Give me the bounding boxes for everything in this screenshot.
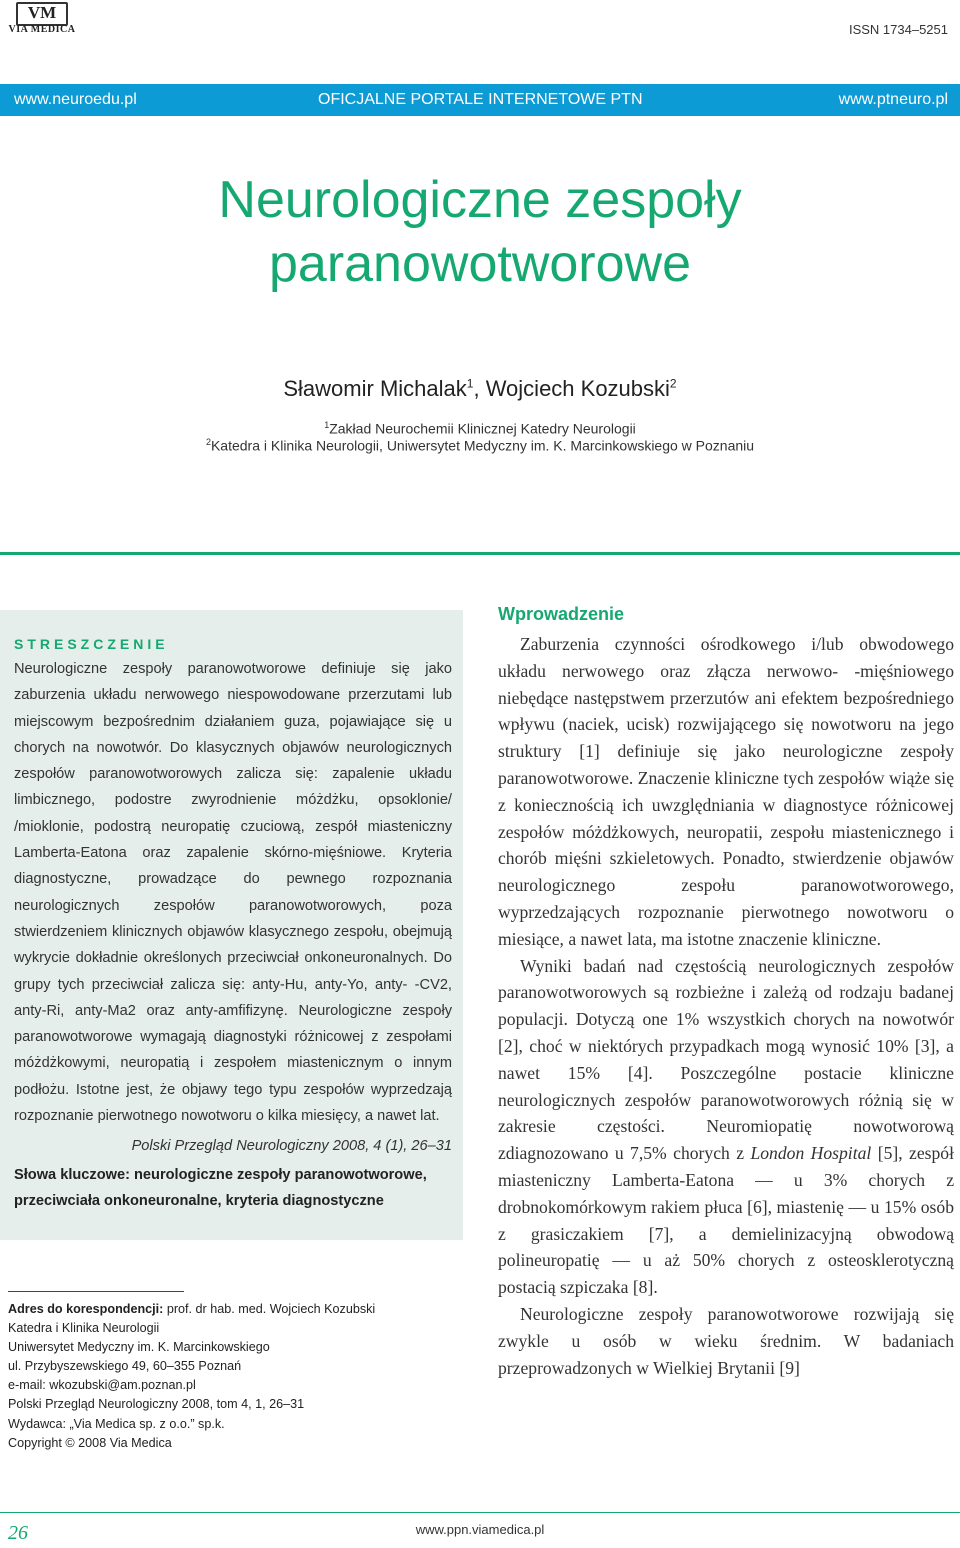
- intro-p2-start: Wyniki badań nad częstością neurologicznych zespołów paranowotworowych są rozbieżne i zależą od rodzaju badanej populacji. Dotyczą one 1% wszystkich chorych na nowotwór [2], choć w niektórych przypadkach mogą wynosić 10% [3], a nawet 15% [4]. Poszczególne postacie kliniczne neurologicznych zespołów paranowotworowych różnią się w zakresie częstości. Neuromiopatię nowotworową zdiagnozowano u 7,5% chorych z: [498, 955, 954, 1164]
- correspondence-line-4: ul. Przybyszewskiego 49, 60–355 Poznań: [8, 1359, 242, 1374]
- correspondence-line-2: Katedra i Klinika Neurologii: [8, 1321, 160, 1336]
- abstract-heading: STRESZCZENIE: [14, 636, 169, 652]
- logo-text: VIA MEDICA: [8, 24, 76, 35]
- footer-divider: [0, 1512, 960, 1513]
- correspondence-email[interactable]: e-mail: wkozubski@am.poznan.pl: [8, 1378, 196, 1393]
- intro-paragraph-2: [498, 953, 954, 1301]
- correspondence-line-8: Copyright © 2008 Via Medica: [8, 1435, 172, 1450]
- affiliation-1-text: Zakład Neurochemii Klinicznej Katedry Neurologii: [329, 420, 636, 437]
- intro-paragraph-3: Neurologiczne zespoły paranowotworowe rozwijają się zwykle u osób w wieku średnim. W badaniach przeprowadzonych w Wielkiej Brytanii [9]: [498, 1303, 954, 1378]
- title-line-2: paranowotworowe: [268, 235, 692, 293]
- correspondence-label: Adres do korespondencji:: [8, 1302, 164, 1316]
- correspondence-block: [8, 1300, 458, 1453]
- author-2: Wojciech Kozubski: [485, 376, 670, 401]
- article-title: [0, 168, 960, 296]
- author-2-sup: 2: [669, 376, 677, 391]
- author-1-sup: 1: [466, 376, 474, 391]
- portal-bar: [0, 84, 960, 116]
- affiliation-2-sup: 2: [205, 437, 211, 447]
- correspondence-divider: [8, 1291, 184, 1292]
- abstract-citation: Polski Przegląd Neurologiczny 2008, 4 (1), 26–31: [131, 1138, 452, 1154]
- correspondence-line-6: Polski Przegląd Neurologiczny 2008, tom 4, 1, 26–31: [8, 1397, 305, 1412]
- affiliation-1-sup: 1: [324, 420, 330, 430]
- title-line-1: Neurologiczne zespoły: [218, 171, 742, 229]
- affiliation-2: [0, 437, 960, 454]
- portal-bar-title: OFICJALNE PORTALE INTERNETOWE PTN: [318, 91, 643, 108]
- footer-url[interactable]: www.ppn.viamedica.pl: [415, 1522, 545, 1537]
- correspondence-line-3: Uniwersytet Medyczny im. K. Marcinkowskiego: [8, 1340, 270, 1355]
- via-medica-logo: [6, 2, 78, 36]
- intro-paragraph-1: Zaburzenia czynności ośrodkowego i/lub obwodowego układu nerwowego oraz złącza nerwowo- -mięśniowego niebędące następstwem przerzutów ani efektem bezpośredniego wpływu (naciek, ucisk) rozwijającego się nowotworu na jego struktury [1] definiuje się jako neurologiczne zespoły paranowotworowe. Znaczenie kliniczne tych zespołów wiąże się z koniecznością ich uwzględniania w diagnostyce różnicowej zespołów móżdżkowych, neuropatii, zespołu miastenicznego i chorób mięśni szkieletowych. Ponadto, stwierdzenie objawów neurologicznego zespołu paranowotworowego, wyprzedzających rozpoznanie pierwotnego nowotworu o miesiące, a nawet lata, ma istotne znaczenie kliniczne.: [498, 634, 954, 949]
- affiliation-1: [0, 420, 960, 437]
- keywords: Słowa kluczowe: neurologiczne zespoły paranowotworowe, przeciwciała onkoneuronalne, kryteria diagnostyczne: [14, 1167, 427, 1209]
- abstract-text: Neurologiczne zespoły paranowotworowe definiuje się jako zaburzenia układu nerwowego niespowodowane przerzutami lub miejscowym bezpośrednim działaniem guza, pojawiające się u chorych na nowotwór. Do klasycznych objawów neurologicznych zespołów paranowotworowych zalicza się: zapalenie układu limbicznego, podostre zwyrodnienie móżdżku, opsoklonie/ /mioklonie, podostrą neuropatię czuciową, zespół miasteniczny Lamberta-Eatona oraz zapalenie skórno-mięśniowe. Kryteria diagnostyczne, prowadzące do pewnego rozpoznania neurologicznych zespołów paranowotworowych, poza stwierdzeniem klinicznych objawów klasycznego zespołu, obejmują wykrycie dokładnie określonych przeciwciał onkoneuronalnych. Do grupy tych przeciwciał zalicza się: anty-Hu, anty-Yo, anty- -CV2, anty-Ri, anty-Ma2 oraz anty-amfifizynę. Neurologiczne zespoły paranowotworowe wymagają diagnostyki różnicowej z zespołami móżdżkowymi, neuropatią i zespołem miastenicznym o innym podłożu. Istotne jest, że objawy tego typu zespołów wyprzedzają rozpoznanie pierwotnego nowotworu o kilka miesięcy, a nawet lat.: [14, 661, 452, 1125]
- intro-p2-end: [5], zespół miasteniczny Lamberta-Eatona — u 3% chorych z drobnokomórkowym rakiem płuca [6], miastenię — u 15% osób z grasiczakiem [7], a demielinizacyjną obwodową polineuropatię — u aż 50% chorych z osteosklerotyczną postacią szpiczaka [8].: [498, 1143, 954, 1298]
- affiliation-2-text: Katedra i Klinika Neurologii, Uniwersytet Medyczny im. K. Marcinkowskiego w Poznaniu: [210, 437, 755, 454]
- header-divider: [0, 552, 960, 555]
- logo-mark: VM: [16, 2, 68, 26]
- author-1: Sławomir Michalak: [283, 376, 467, 401]
- intro-body: [498, 631, 954, 1381]
- correspondence-name: prof. dr hab. med. Wojciech Kozubski: [163, 1302, 376, 1316]
- authors: [0, 376, 960, 402]
- page-number: 26: [8, 1522, 28, 1544]
- intro-heading: Wprowadzenie: [498, 604, 625, 624]
- abstract-body: [14, 656, 452, 1129]
- correspondence-line-7: Wydawca: „Via Medica sp. z o.o.” sp.k.: [8, 1416, 225, 1431]
- author-sep: ,: [473, 376, 486, 401]
- issn: ISSN 1734–5251: [848, 22, 948, 37]
- portal-link-neuroedu[interactable]: www.neuroedu.pl: [14, 91, 137, 108]
- portal-link-ptneuro[interactable]: www.ptneuro.pl: [838, 91, 948, 108]
- intro-p2-italic: London Hospital: [750, 1143, 872, 1164]
